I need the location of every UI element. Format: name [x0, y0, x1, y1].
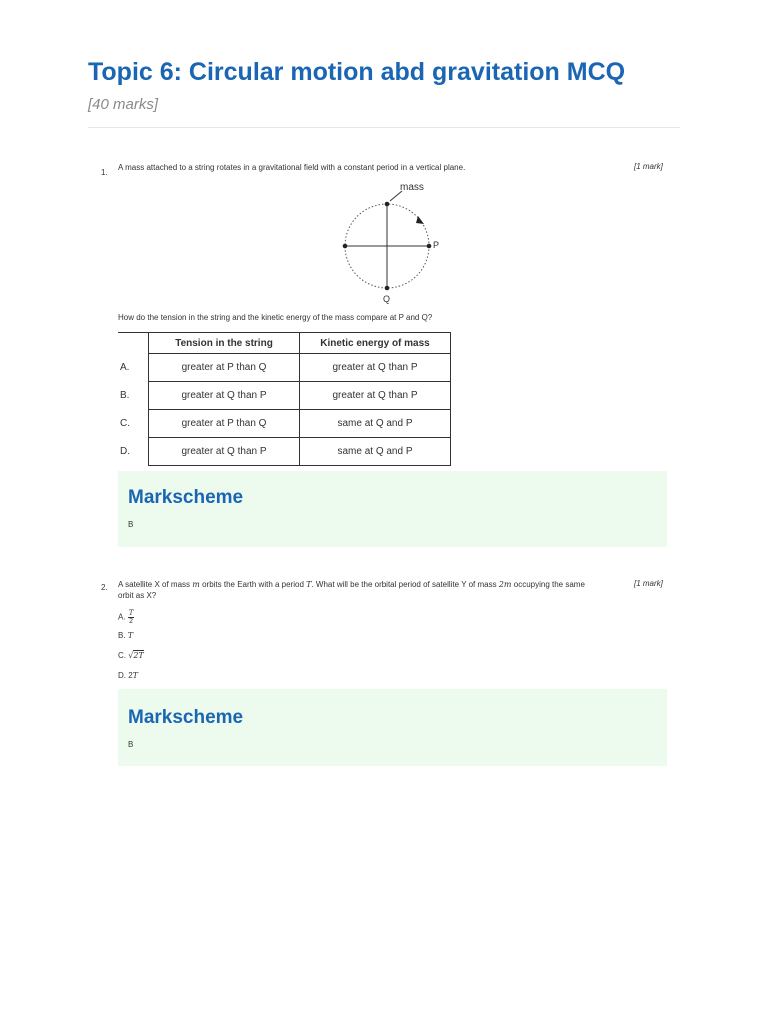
- point-q: [385, 286, 390, 291]
- markscheme-title-2: Markscheme: [128, 707, 244, 728]
- table-header-row: [118, 333, 451, 354]
- label-mass: mass: [400, 182, 424, 193]
- page-subtitle: [40 marks]: [88, 96, 159, 113]
- markscheme-title-1: Markscheme: [128, 487, 244, 508]
- table-row: [118, 438, 451, 466]
- tension-cell: greater at Q than P: [149, 382, 300, 410]
- fraction-t-over-2: $\frac{T}{2}$: [128, 609, 134, 625]
- markscheme-answer-1: B: [128, 520, 134, 529]
- tension-cell: greater at P than Q: [149, 354, 300, 382]
- question-1-mark: [1 mark]: [634, 162, 663, 171]
- point-p: [427, 244, 432, 249]
- option-letter: A.: [120, 362, 130, 373]
- option-b: B. T: [118, 631, 134, 640]
- left-point: [343, 244, 348, 249]
- table-row: [118, 382, 451, 410]
- answer-table: [118, 332, 451, 466]
- mass-point: [385, 202, 390, 207]
- option-letter: D.: [120, 446, 130, 457]
- question-2-mark: [1 mark]: [634, 579, 663, 588]
- markscheme-box-1: [118, 471, 667, 547]
- option-letter: B.: [120, 390, 130, 401]
- question-1-number: 1.: [101, 168, 108, 177]
- markscheme-box-2: [118, 689, 667, 766]
- option-letter: C.: [120, 418, 130, 429]
- label-q: Q: [383, 294, 391, 304]
- option-a: A. $\frac{T}{2}$: [118, 609, 134, 625]
- square-root-icon: √: [128, 651, 134, 660]
- header-tension: Tension in the string: [149, 333, 300, 354]
- tension-cell: greater at P than Q: [149, 410, 300, 438]
- ke-cell: greater at Q than P: [300, 382, 451, 410]
- table-row: [118, 410, 451, 438]
- question-2-number: 2.: [101, 583, 108, 592]
- tension-cell: greater at Q than P: [149, 438, 300, 466]
- option-d: D. 2T: [118, 671, 139, 680]
- header-kinetic-energy: Kinetic energy of mass: [300, 333, 451, 354]
- question-2-text: A satellite X of mass m orbits the Earth with a period T. What will be the orbital period of satellite Y of mass 2m occupying the same orbit as X?: [118, 580, 585, 600]
- circular-motion-diagram: [330, 178, 450, 306]
- ke-cell: same at Q and P: [300, 410, 451, 438]
- question-1-prompt: How do the tension in the string and the kinetic energy of the mass compare at P and Q?: [118, 313, 433, 322]
- option-c: C. √2T: [118, 651, 144, 660]
- table-row: [118, 354, 451, 382]
- header-divider: [88, 127, 680, 128]
- page-title: Topic 6: Circular motion abd gravitation MCQ: [88, 58, 626, 86]
- ke-cell: same at Q and P: [300, 438, 451, 466]
- label-p: P: [433, 240, 440, 250]
- markscheme-answer-2: B: [128, 740, 134, 749]
- ke-cell: greater at Q than P: [300, 354, 451, 382]
- question-1-text: A mass attached to a string rotates in a gravitational field with a constant period in a vertical plane.: [118, 163, 466, 172]
